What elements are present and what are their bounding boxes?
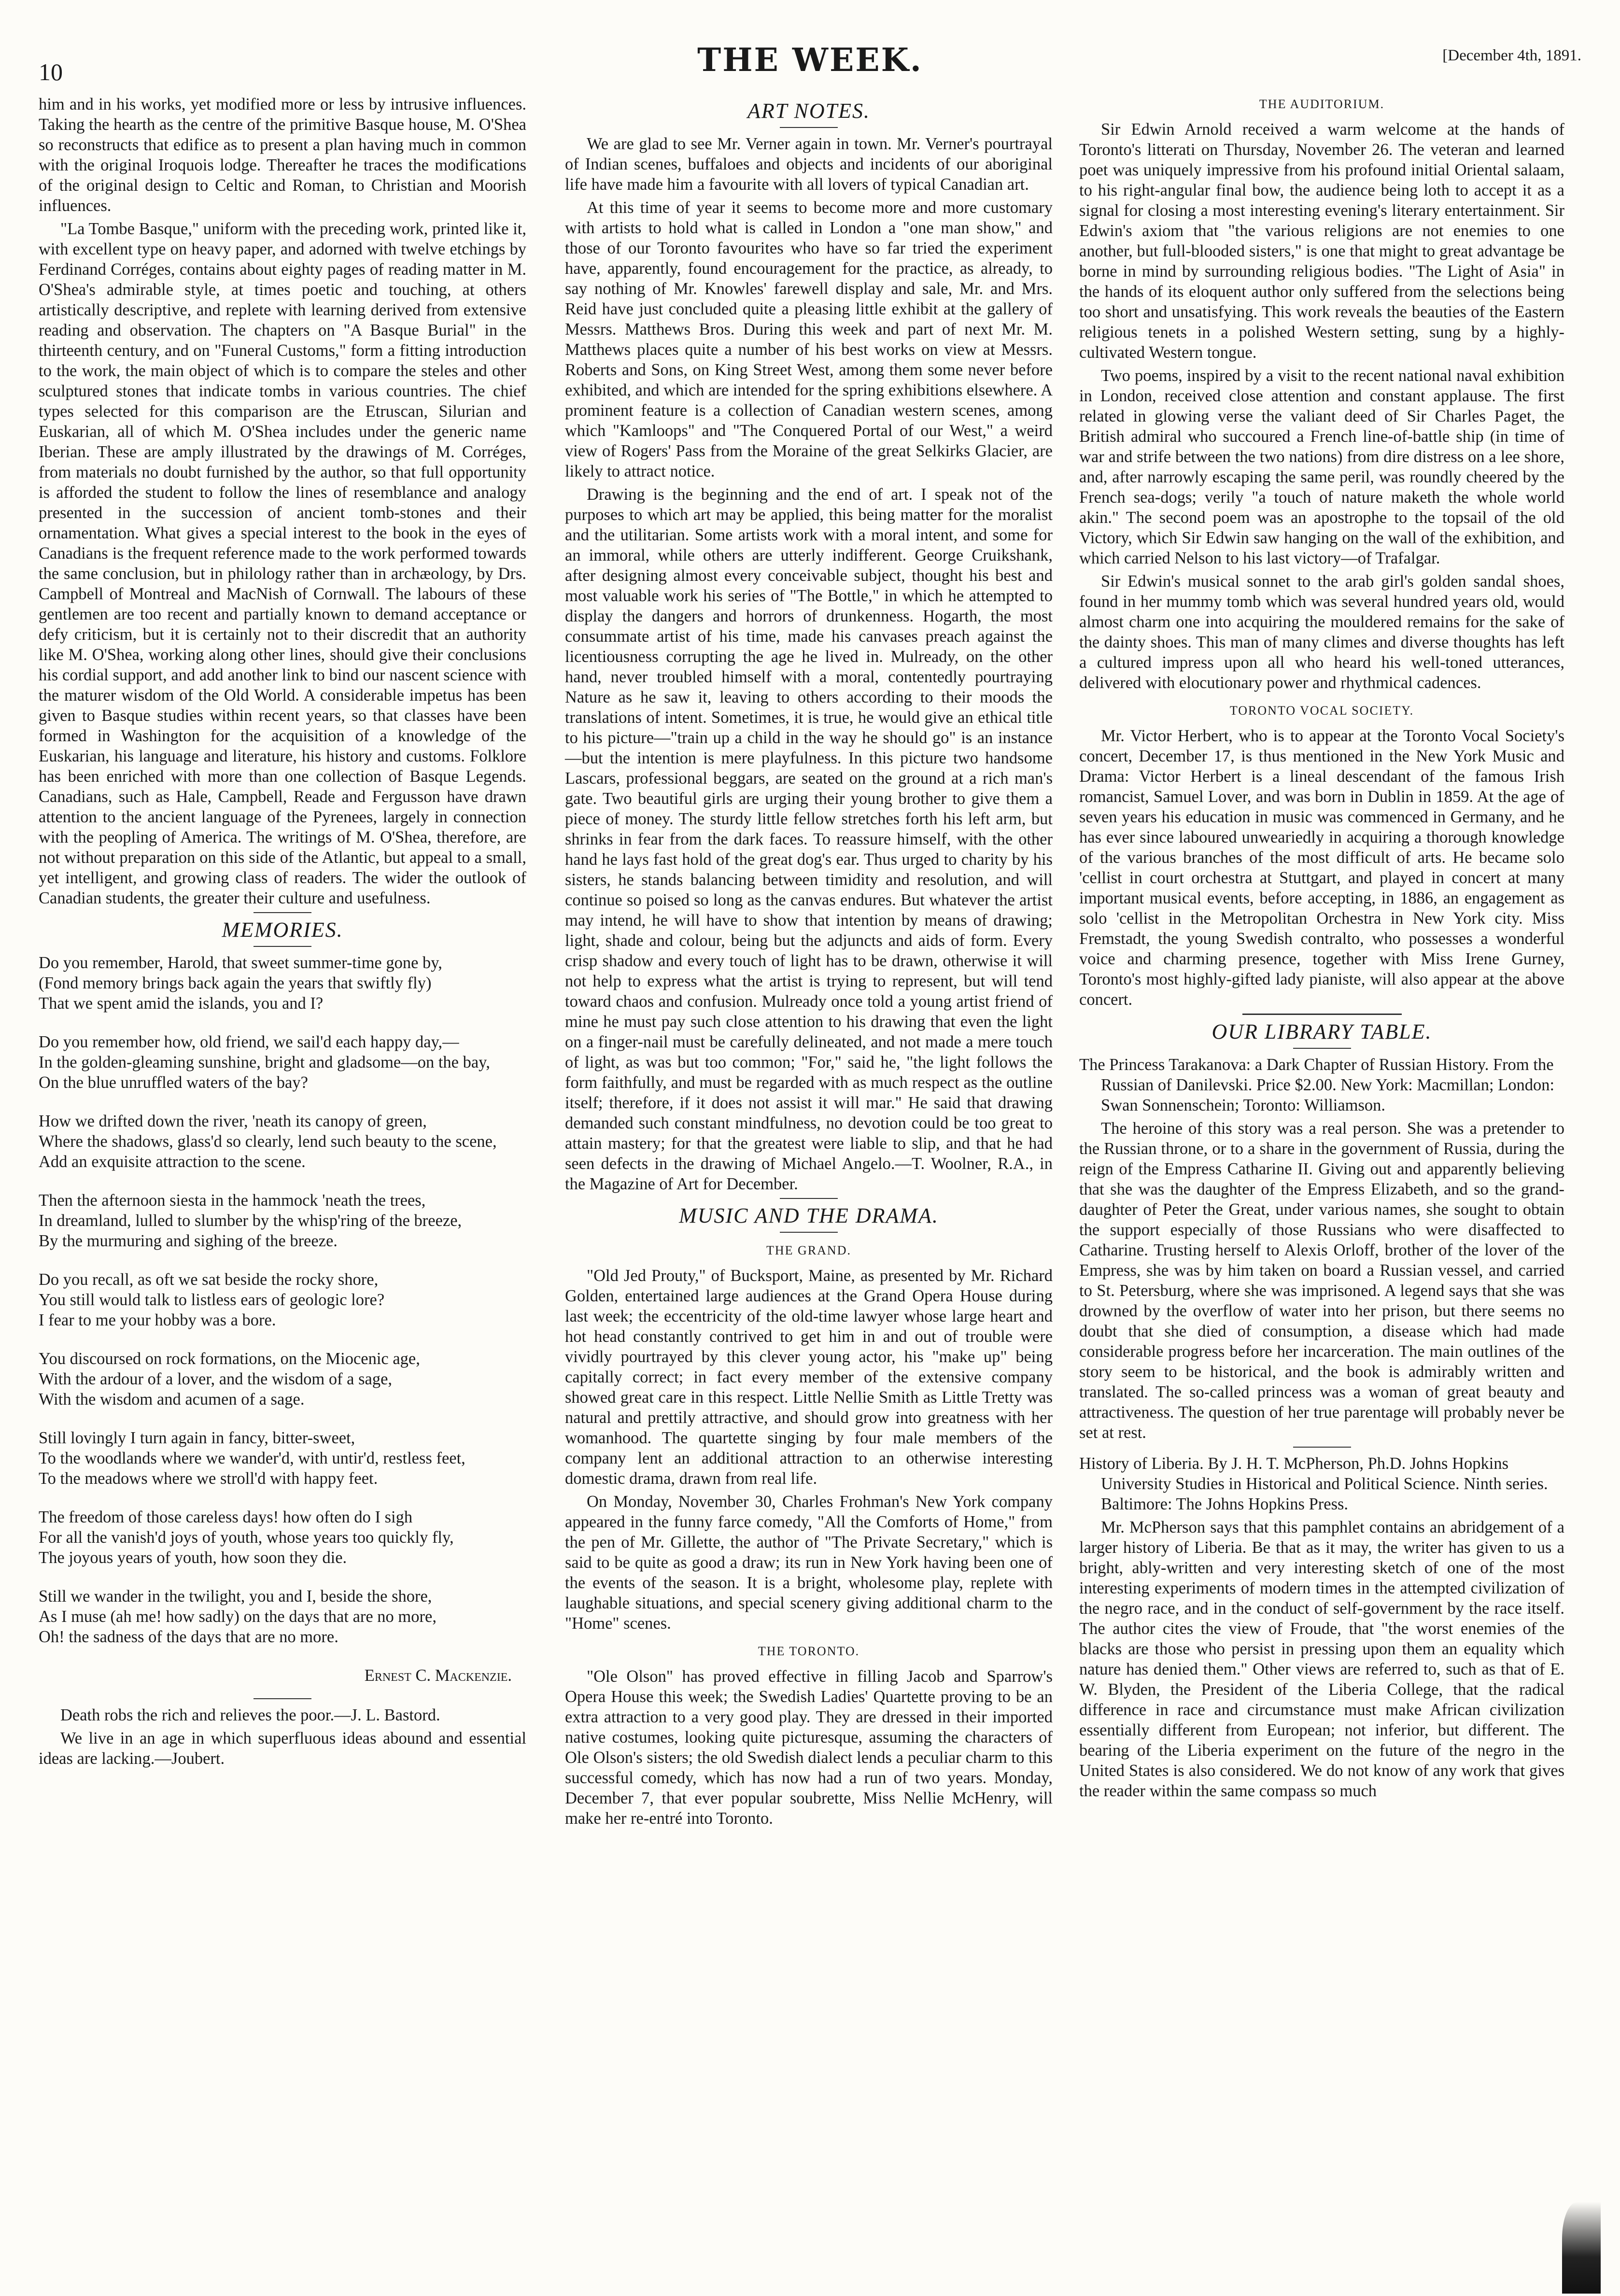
poem-author: Ernest C. Mackenzie. [364,1666,512,1685]
paragraph: Sir Edwin Arnold received a warm welcome at the hands of Toronto's litterati on Thursday, November 26. The veteran and learned poet was uniquely impressive from his profound initial Oriental salaam, to his right-angular final bow, the audience being loth to accept it as a signal for closing a most interesting evening's literary entertainment. Sir Edwin's axiom that "the various religions are not enemies to one another, but full-blooded sisters," is one that might to great advantage be borne in mind by surrounding religious bodies. "The Light of Asia" in the hands of its eloquent author only suffered from the selections being too short and unsatisfying. This work reveals the beauties of the Eastern religious tenets in a polished Western setting, sung by a highly-cultivated Western tongue. [1079,120,1564,362]
poem-line: To the woodlands where we wander'd, with untir'd, restless feet, [39,1449,465,1467]
poem-line: Then the afternoon siesta in the hammock 'neath the trees, [39,1191,426,1210]
poem-line: In dreamland, lulled to slumber by the whisp'ring of the breeze, [39,1211,462,1230]
divider [254,1698,311,1699]
poem-line: Where the shadows, glass'd so clearly, lend such beauty to the scene, [39,1132,497,1151]
poem-line: By the murmuring and sighing of the breeze. [39,1232,338,1250]
subheading-vocal-society: TORONTO VOCAL SOCIETY. [1229,704,1414,718]
masthead: THE WEEK. [697,41,923,79]
page-header [39,36,1581,85]
ink-smudge [1562,2202,1601,2294]
subheading-toronto: THE TORONTO. [758,1644,860,1658]
paragraph: The heroine of this story was a real person. She was a pretender to the Russian throne, or to a share in the government of Russia, during the reign of the Empress Catharine II. Giving out and apparently believing that she was the daughter of the Empress Elizabeth, and so the grand-daughter of Peter the Great, under various names, she sought to obtain the support especially of those Russians who were disaffected to Catharine. Trusting herself to Alexis Orloff, brother of the lover of the Empress, she was by him taken on board a Russian vessel, and carried to St. Petersburg, where she was imprisoned. A legend says that she was drowned by the overflow of water into her prison, but there seems no doubt that she died of consumption, a disease which had made considerable progress before her incarceration. The main outlines of the story seem to be historical, and the book is admirably written and translated. The so-called princess was a woman of great beauty and attractiveness. The question of her true parentage will probably never be set at rest. [1079,1119,1564,1442]
paragraph: him and in his works, yet modified more or less by intrusive influences. Taking the hearth as the centre of the primitive Basque house, M. O'Shea so reconstructs that edifice as to present a plan having much in common with the original Iroquois lodge. Thereafter he traces the modifications of the original design to Celtic and Roman, to Christian and Moorish influences. [39,95,526,215]
poem-stanza [39,1111,526,1172]
section-title-library-table: OUR LIBRARY TABLE. [1211,1020,1432,1043]
poem-line: Still lovingly I turn again in fancy, bitter-sweet, [39,1429,355,1447]
poem-line: The freedom of those careless days! how often do I sigh [39,1508,413,1526]
poem-line: For all the vanish'd joys of youth, whose years too quickly fly, [39,1528,454,1547]
paragraph: "Ole Olson" has proved effective in filling Jacob and Sparrow's Opera House this week; the Swedish Ladies' Quartette proving to be an extra attraction to a very good play. They are dressed in their imported native costumes, looking quite picturesque, assuming the characters of Ole Olson's sisters; the old Swedish dialect lends a peculiar charm to this successful comedy, which has now had a run of two years. Monday, December 7, that ever popular soubrette, Miss Nellie McHenry, will make her re-entré into Toronto. [565,1667,1053,1828]
poem-stanza [39,1428,526,1489]
poem-line: Do you remember how, old friend, we sail'd each happy day,— [39,1033,459,1051]
paragraph: Sir Edwin's musical sonnet to the arab girl's golden sandal shoes, found in her mummy tomb which was several hundred years old, would almost charm one into acquiring the mouldered remains for the sake of the dainty shoes. This man of many climes and diverse thoughts has left a cultured impress upon all who heard his well-toned utterances, delivered with elocutionary power and rhythmical cadences. [1079,572,1564,692]
poem-line: (Fond memory brings back again the years that swiftly fly) [39,974,432,992]
poem-line: That we spent amid the islands, you and I? [39,994,324,1013]
poem-line: You discoursed on rock formations, on the Miocenic age, [39,1350,420,1368]
issue-date: [December 4th, 1891. [1442,47,1581,64]
paragraph: Drawing is the beginning and the end of art. I speak not of the purposes to which art may be applied, this being matter for the moralist and the utilitarian. Some artists work with a moral intent, and some for an immoral, while others are utterly indifferent. George Cruikshank, after designing almost every conceivable subject, thought his best and most valuable work his series of "The Bottle," in which he attempted to display the dangers and horrors of drunkenness. Hogarth, the most consummate artist of his time, made his canvases preach against the licentiousness corrupting the age he lived in. Mulready, on the other hand, never troubled himself with a moral, contentedly pourtraying Nature as he saw it, leaving to others according to their moods the translations of intent. Sometimes, it is true, he would give an ethical title to his picture—"train up a child in the way he should go" is an instance—but the intention is mere playfulness. In this picture two handsome Lascars, professional beggars, are seated on the ground at a rich man's gate. Two beautiful girls are urging their young brother to give them a piece of money. The sturdy little fellow stretches forth his left arm, but shrinks in fear from the dark faces. To reassure himself, with the other hand he lays fast hold of the great dog's ear. Thus urged to charity by his sisters, he stands balancing between timidity and resolution, and will continue so poised so long as the canvas endures. But whatever the artist may intend, he will have to show that intention by means of drawing; light, shade and colour, being but the adjuncts and aids of form. Every crisp shadow and every touch of light has to be drawn, otherwise it will not help to express what the artist is trying to represent, but will tend toward chaos and confusion. Mulready once told a young artist friend of mine he must pay such close attention to his drawing that even the light on a finger-nail must be carefully delineated, and not made a mere touch of light, as was but too common; "For," said he, "the light follows the form faithfully, and must be regarded with as much respect as the outline itself; therefore, if it does not assist it will mar." He said that drawing demanded such constant mindfulness, no devotion could be too great to attain mastery; for that the greatest were liable to slip, and that he had seen defects in the drawing of Michael Angelo.—T. Woolner, R.A., in the Magazine of Art for December. [565,485,1053,1193]
poem-line: On the blue unruffled waters of the bay? [39,1073,308,1092]
poem-stanza [39,1190,526,1251]
poem-line: Do you recall, as oft we sat beside the rocky shore, [39,1270,379,1289]
poem-line: Still we wander in the twilight, you and I, beside the shore, [39,1587,432,1606]
poem-line: To the meadows where we stroll'd with happy feet. [39,1469,378,1488]
poem-stanza [39,1507,526,1568]
poem-stanza [39,1269,526,1330]
poem-line: You still would talk to listless ears of geologic lore? [39,1291,385,1309]
paragraph: "La Tombe Basque," uniform with the preceding work, printed like it, with excellent type on heavy paper, and adorned with twelve etchings by Ferdinand Corréges, contains about eighty pages of reading matter in M. O'Shea's admirable style, at times poetic and touching, at others artistically descriptive, and replete with learning derived from extensive reading and observation. The chapters on "A Basque Burial" in the thirteenth century, and on "Funeral Customs," form a fitting introduction to the work, the main object of which is to compare the steles and other sculptured stones that indicate tombs in various countries. The chief types selected for this comparison are the Etruscan, Silurian and Euskarian, all of which M. O'Shea includes under the generic name Iberian. These are amply illustrated by the drawings of M. Corréges, from materials no doubt furnished by the author, so that full opportunity is afforded the student to follow the lines of resemblance and analogy presented in the succession of ancient tomb-stones and their ornamentation. What gives a special interest to the book in the eyes of Canadians is the frequent reference made to the work performed towards the same conclusion, but in philology rather than in archæology, by Drs. Campbell of Montreal and MacNish of Cornwall. The labours of these gentlemen are too recent and partially known to demand acceptance or defy criticism, but it is certainly not to their discredit that an authority like M. O'Shea, working along other lines, should give their conclusions his cordial support, and add another link to bind our nascent science with the maturer wisdom of the Old World. A considerable impetus has been given to Basque studies within recent years, so that classes have been formed in Washington for the acquisition of a knowledge of the Euskarian, his language and literature, his history and customs. Folklore has been enriched with more than one collection of Basque Legends. Canadians, such as Hale, Campbell, Reade and Fergusson have drawn attention to the ancient language of the Pyrenees, largely in connection with the peopling of America. The writings of M. O'Shea, therefore, are not without preparation on this side of the Atlantic, but appeal to a small, yet intelligent, and growing class of readers. The wider the outlook of Canadian students, the greater their culture and usefulness. [39,220,526,907]
divider [780,1232,838,1233]
subheading-grand: THE GRAND. [766,1243,851,1257]
poem-line: I fear to me your hobby was a bore. [39,1311,276,1329]
divider [1293,1048,1351,1049]
section-title-music-drama: MUSIC AND THE DRAMA. [679,1204,939,1227]
page-number: 10 [39,58,63,85]
book-reference: History of Liberia. By J. H. T. McPherson, Ph.D. Johns Hopkins University Studies in Historical and Political Science. Ninth series. Baltimore: The Johns Hopkins Press. [1079,1454,1548,1513]
column-middle [565,94,1053,1831]
book-reference: The Princess Tarakanova: a Dark Chapter of Russian History. From the Russian of Danilevski. Price $2.00. New York: Macmillan; London: Swan Sonnenschein; Toronto: Williamson. [1079,1056,1555,1114]
column-right [1079,94,1564,1804]
poem-line: How we drifted down the river, 'neath its canopy of green, [39,1112,427,1130]
paragraph: At this time of year it seems to become more and more customary with artists to hold what is called in London a "one man show," and those of our Toronto favourites who have so far tried the experiment have, apparently, found encouragement for the practice, as already, to say nothing of Mr. Knowles' farewell display and sale, Mr. and Mrs. Reid have just concluded quite a pleasing little exhibit at the gallery of Messrs. Matthews Bros. During this week and part of next Mr. M. Matthews places quite a number of his best works on view at Messrs. Roberts and Sons, on King Street West, among them some never before exhibited, and which are intended for the spring exhibitions elsewhere. A prominent feature is a collection of Canadian western scenes, among which "Kamloops" and "The Conquered Portal of our West," a weird view of Rogers' Pass from the Moraine of the great Selkirks Glacier, are likely to attract notice. [565,198,1053,480]
poem-line: In the golden-gleaming sunshine, bright and gladsome—on the bay, [39,1053,490,1071]
paragraph: "Old Jed Prouty," of Bucksport, Maine, as presented by Mr. Richard Golden, entertained large audiences at the Grand Opera House during last week; the eccentricity of the old-time lawyer whose large heart and hot head constantly contrived to get him in and out of trouble were vividly pourtrayed by this clever young actor, his "make up" being capitally correct; in fact every member of the extensive company showed great care in this respect. Little Nellie Smith as Little Tretty was natural and prettily attractive, and should grow into greatness with her womanhood. The quartette singing by four male members of the company lent an additional attraction to an otherwise interesting domestic drama, drawn from real life. [565,1267,1053,1488]
poem-stanza [39,1586,526,1647]
poem-stanza [39,953,526,1014]
section-title-memories: MEMORIES. [222,918,343,942]
poem-line: With the ardour of a lover, and the wisdom of a sage, [39,1370,393,1388]
quote: We live in an age in which superfluous ideas abound and essential ideas are lacking.—Joubert. [39,1729,526,1768]
paragraph: Mr. Victor Herbert, who is to appear at the Toronto Vocal Society's concert, December 17, is thus mentioned in the New York Music and Drama: Victor Herbert is a lineal descendant of the famous Irish romancist, Samuel Lover, and was born in Dublin in 1859. At the age of seven years his education in music was commenced in Germany, and he has ever since laboured unweariedly in acquiring a thorough knowledge of the various branches of the most difficult of arts. He became solo 'cellist in court orchestra at Stuttgart, and played in concert at many important musical events, before accepting, in 1886, an engagement as solo 'cellist in the Metropolitan Orchestra in New York city. Miss Fremstadt, the young Swedish contralto, who possesses a wonderful voice and charming presence, together with Miss Irene Gurney, Toronto's most highly-gifted lady pianiste, will also appear at the above concert. [1079,727,1564,1009]
poem-stanza [39,1349,526,1409]
poem-line: Add an exquisite attraction to the scene. [39,1153,306,1171]
paragraph: Mr. McPherson says that this pamphlet contains an abridgement of a larger history of Liberia. Be that as it may, the writer has given to us a bright, ably-written and very interesting sketch of one of the most interesting experiments of modern times in the attempted civilization of the negro race, and in the conduct of self-government by the race itself. The author cites the view of Froude, that "the worst enemies of the blacks are those who persist in pressing upon them an equality which nature has denied them." Other views are referred to, such as that of E. W. Blyden, the President of the Liberia College, that the radical difference in race and circumstance must make African civilization essentially different from European; not inferior, but different. The bearing of the Liberia experiment on the future of the negro in the United States is also considered. We do not know of any work that gives the reader within the same compass so much [1079,1518,1564,1800]
poem-line: Do you remember, Harold, that sweet summer-time gone by, [39,954,442,972]
divider [254,912,311,913]
poem-stanza [39,1032,526,1093]
section-title-art-notes: ART NOTES. [747,99,870,123]
divider [1293,1447,1351,1448]
column-left [39,94,526,1772]
poem-memories [39,953,526,1647]
poem-line: Oh! the sadness of the days that are no more. [39,1628,338,1646]
poem-line: The joyous years of youth, how soon they die. [39,1549,347,1567]
paragraph: Two poems, inspired by a visit to the recent national naval exhibition in London, received close attention and constant applause. The first related in glowing verse the valiant deed of Sir Charles Paget, the British admiral who succoured a French line-of-battle ship (in time of war and strife between the two nations) from dire distress on a lee shore, and, after narrowly escaping the same peril, was roundly cheered by the French sea-dogs; verily "a touch of nature maketh the whole world akin." The second poem was an apostrophe to the topsail of the old Victory, which Sir Edwin saw hanging on the wall of the exhibition, and which carried Nelson to his last victory—of Trafalgar. [1079,366,1564,567]
paragraph: On Monday, November 30, Charles Frohman's New York company appeared in the funny farce comedy, "All the Comforts of Home," from the pen of Mr. Gillette, the author of "The Private Secretary," which is said to be quite as good a draw; its run in New York having been one of the events of the season. It is a bright, wholesome play, replete with laughable situations, and special scenery giving additional charm to the "Home" scenes. [565,1493,1053,1633]
divider [254,946,311,947]
subheading-auditorium: THE AUDITORIUM. [1259,97,1385,111]
poem-line: As I muse (ah me! how sadly) on the days that are no more, [39,1607,437,1626]
poem-line: With the wisdom and acumen of a sage. [39,1390,305,1409]
quote: Death robs the rich and relieves the poor.—J. L. Bastord. [60,1706,440,1724]
divider [780,1198,838,1199]
divider [1242,1014,1402,1015]
paragraph: We are glad to see Mr. Verner again in town. Mr. Verner's pourtrayal of Indian scenes, buffaloes and objects and incidents of our aboriginal life have made him a favourite with all lovers of typical Canadian art. [565,135,1053,194]
divider [780,127,838,128]
